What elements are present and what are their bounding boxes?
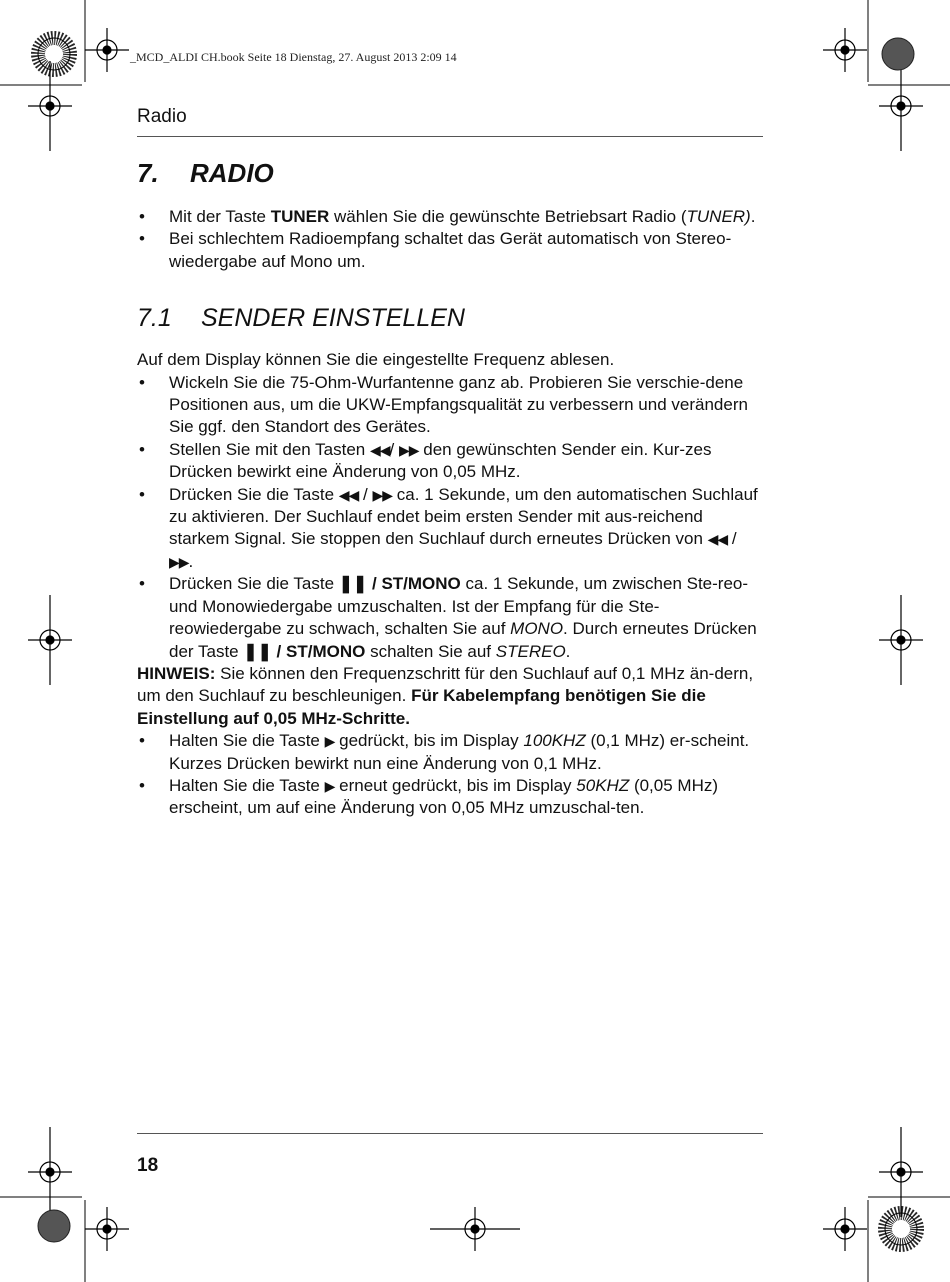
section-bullets [137, 206, 763, 273]
list-item: • Halten Sie die Taste ▶ gedrückt, bis im Display 100KHZ (0,1 MHz) er-scheint. Kurzes Drücken bewirkt nun eine Änderung von 0,1 MHz. [137, 730, 763, 775]
list-item: • Drücken Sie die Taste ◀◀ / ▶▶ ca. 1 Sekunde, um den automatischen Suchlauf zu aktivieren. Der Suchlauf endet beim ersten Sender mit aus-reichend starkem Signal. Sie stoppen den Suchlauf durch erneutes Drücken von ◀◀ / ▶▶. [137, 484, 763, 574]
fast-forward-icon: ▶▶ [372, 486, 393, 503]
note-label: HINWEIS: [137, 663, 216, 683]
play-icon: ▶ [324, 733, 335, 750]
subsection-number: 7.1 [137, 304, 172, 333]
section-title: RADIO [190, 158, 274, 188]
list-item: • Wickeln Sie die 75-Ohm-Wurfantenne ganz ab. Probieren Sie verschie-dene Positionen aus, um die UKW-Empfangsqualität zu verbessern und verändern Sie ggf. den Standort des Gerätes. [137, 372, 763, 439]
footer-rule [137, 1133, 763, 1134]
list-item: • Halten Sie die Taste ▶ erneut gedrückt, bis im Display 50KHZ (0,05 MHz) erscheint, um auf eine Änderung von 0,05 MHz umzuschal-ten. [137, 775, 763, 820]
rewind-icon: ◀◀ [338, 486, 359, 503]
page-number: 18 [137, 1155, 159, 1176]
note-paragraph: HINWEIS: Sie können den Frequenzschritt für den Suchlauf auf 0,1 MHz än-dern, um den Suchlauf zu beschleunigen. Für Kabelempfang benötigen Sie die Einstellung auf 0,05 MHz-Schritte. [137, 663, 754, 728]
page-content [137, 158, 763, 820]
note-bullets [137, 730, 763, 820]
section-number: 7. [137, 158, 159, 188]
subsection-heading [137, 303, 763, 333]
running-head: Radio [137, 106, 187, 127]
list-item: • Stellen Sie mit den Tasten ◀◀/ ▶▶ den gewünschten Sender ein. Kur-zes Drücken bewirkt eine Änderung von 0,05 MHz. [137, 439, 763, 484]
header-rule [137, 136, 763, 137]
list-item: • Mit der Taste TUNER wählen Sie die gewünschte Betriebsart Radio (TUNER). [137, 206, 763, 228]
section-heading [137, 158, 763, 188]
subsection-bullets [137, 372, 763, 663]
rewind-icon: ◀◀ [369, 441, 390, 458]
print-info: _MCD_ALDI CH.book Seite 18 Dienstag, 27. August 2013 2:09 14 [130, 50, 457, 64]
list-item: • Drücken Sie die Taste ❚❚ / ST/MONO ca. 1 Sekunde, um zwischen Ste-reo- und Monowiedergabe umzuschalten. Ist der Empfang für die Ste-reowiedergabe zu schwach, schalten Sie auf MONO. Durch erneutes Drücken der Taste ❚❚ / ST/MONO schalten Sie auf STEREO. [137, 573, 763, 663]
list-item: • Bei schlechtem Radioempfang schaltet das Gerät automatisch von Stereo-wiedergabe auf Mono um. [137, 228, 763, 273]
subsection-title: SENDER EINSTELLEN [201, 304, 465, 333]
fast-forward-icon: ▶▶ [398, 441, 419, 458]
intro-paragraph: Auf dem Display können Sie die eingestellte Frequenz ablesen. [137, 350, 615, 370]
fast-forward-icon: ▶▶ [169, 553, 189, 570]
rewind-icon: ◀◀ [707, 531, 728, 548]
play-icon: ▶ [324, 777, 335, 794]
